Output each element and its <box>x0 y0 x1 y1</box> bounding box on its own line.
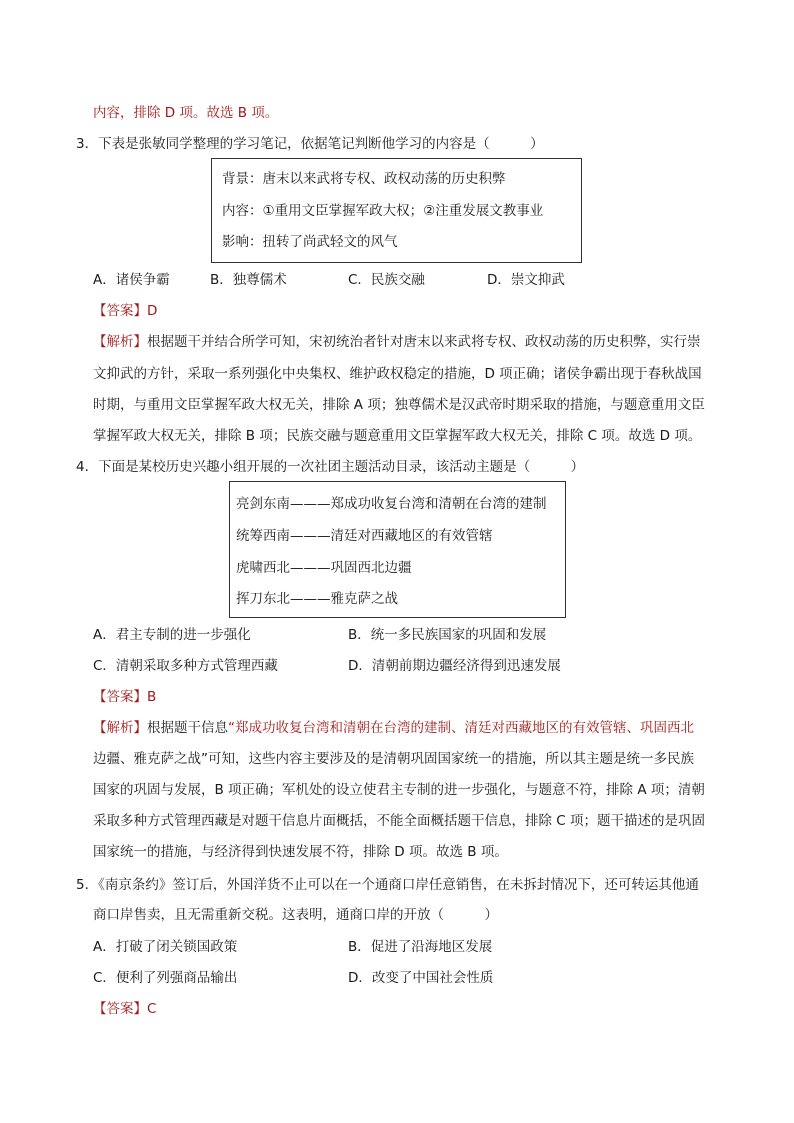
q3-notes-line: 影响：扭转了尚武轻文的风气 <box>222 234 398 250</box>
q4-catalog-box <box>229 481 566 618</box>
analysis-text: 根据题干信息 <box>147 720 228 736</box>
q4-option-d: D．清朝前期边疆经济得到迅速发展 <box>348 658 561 674</box>
answer-value: D <box>147 303 158 319</box>
q4-analysis-line <box>93 718 694 738</box>
q4-catalog-line: 亮剑东南———郑成功收复台湾和清朝在台湾的建制 <box>236 496 547 512</box>
q4-analysis-line: 国家统一的措施，与经济得到快速发展不符，排除 D 项。故选 B 项。 <box>93 844 508 860</box>
answer-label: 【答案】 <box>93 303 147 319</box>
q4-option-b: B．统一多民族国家的巩固和发展 <box>348 627 547 643</box>
q4-catalog-line: 统筹西南———清廷对西藏地区的有效管辖 <box>236 528 493 544</box>
q4-analysis-line: 采取多种方式管理西藏是对题干信息片面概括，不能全面概括题干信息，排除 C 项；题干描述的是巩固 <box>93 813 706 829</box>
q3-analysis-line: 时期，与重用文臣掌握军政大权无关，排除 A 项；独尊儒术是汉武帝时期采取的措施，与题意重用文臣 <box>93 397 705 413</box>
q4-analysis-line: 国家的巩固与发展，B 项正确；军机处的设立使君主专制的进一步强化，与题意不符，排除 A 项；清朝 <box>93 782 705 798</box>
q3-notes-box <box>211 158 582 263</box>
q4-analysis-line: 边疆、雅克萨之战”可知，这些内容主要涉及的是清朝巩固国家统一的措施，所以其主题是统一多民族 <box>93 751 694 767</box>
q5-stem-line: 5．《南京条约》签订后，外国洋货不止可以在一个通商口岸任意销售，在未拆封情况下，还可转运其他通 <box>76 877 699 893</box>
q4-catalog-line: 挥刀东北———雅克萨之战 <box>236 591 398 607</box>
prev-analysis-tail: 内容，排除 D 项。故选 B 项。 <box>93 105 279 121</box>
answer-value: C <box>147 1001 157 1017</box>
q3-answer <box>93 301 157 321</box>
q5-answer <box>93 999 156 1019</box>
q4-stem: 4．下面是某校历史兴趣小组开展的一次社团主题活动目录，该活动主题是（ ） <box>76 459 585 475</box>
q5-stem-line: 商口岸售卖，且无需重新交税。这表明，通商口岸的开放（ ） <box>93 907 498 923</box>
answer-label: 【答案】 <box>93 689 147 705</box>
q4-option-a: A．君主专制的进一步强化 <box>93 627 251 643</box>
q3-option-a: A．诸侯争霸 <box>93 272 170 288</box>
q3-notes-line: 背景：唐末以来武将专权、政权动荡的历史积弊 <box>222 171 506 187</box>
q5-option-c: C．便利了列强商品输出 <box>93 970 238 986</box>
answer-value: B <box>147 689 157 705</box>
q3-stem: 3．下表是张敏同学整理的学习笔记，依据笔记判断他学习的内容是（ ） <box>76 136 544 152</box>
q3-notes-line: 内容：①重用文臣掌握军政大权；②注重发展文教事业 <box>222 203 544 219</box>
q3-analysis-line: 文抑武的方针，采取一系列强化中央集权、维护政权稳定的措施，D 项正确；诸侯争霸出现于春秋战国 <box>93 366 702 382</box>
q3-option-d: D．崇文抑武 <box>487 272 565 288</box>
analysis-quote: “郑成功收复台湾和清朝在台湾的建制、清廷对西藏地区的有效管辖、巩固西北 <box>228 720 694 736</box>
q5-option-a: A．打破了闭关锁国政策 <box>93 939 238 955</box>
q3-option-b: B．独尊儒术 <box>210 272 287 288</box>
q5-option-b: B．促进了沿海地区发展 <box>348 939 493 955</box>
q3-option-c: C．民族交融 <box>348 272 425 288</box>
analysis-label: 【解析】 <box>93 334 147 350</box>
q5-option-d: D．改变了中国社会性质 <box>348 970 494 986</box>
analysis-text: 根据题干并结合所学可知，宋初统治者针对唐末以来武将专权、政权动荡的历史积弊，实行崇 <box>147 334 701 350</box>
q4-answer <box>93 687 156 707</box>
q4-catalog-line: 虎啸西北———巩固西北边疆 <box>236 560 412 576</box>
analysis-label: 【解析】 <box>93 720 147 736</box>
answer-label: 【答案】 <box>93 1001 147 1017</box>
q3-analysis-line: 掌握军政大权无关，排除 B 项；民族交融与题意重用文臣掌握军政大权无关，排除 C 项。故选 D 项。 <box>93 428 702 444</box>
q3-analysis-line <box>93 332 701 352</box>
q4-option-c: C．清朝采取多种方式管理西藏 <box>93 658 278 674</box>
